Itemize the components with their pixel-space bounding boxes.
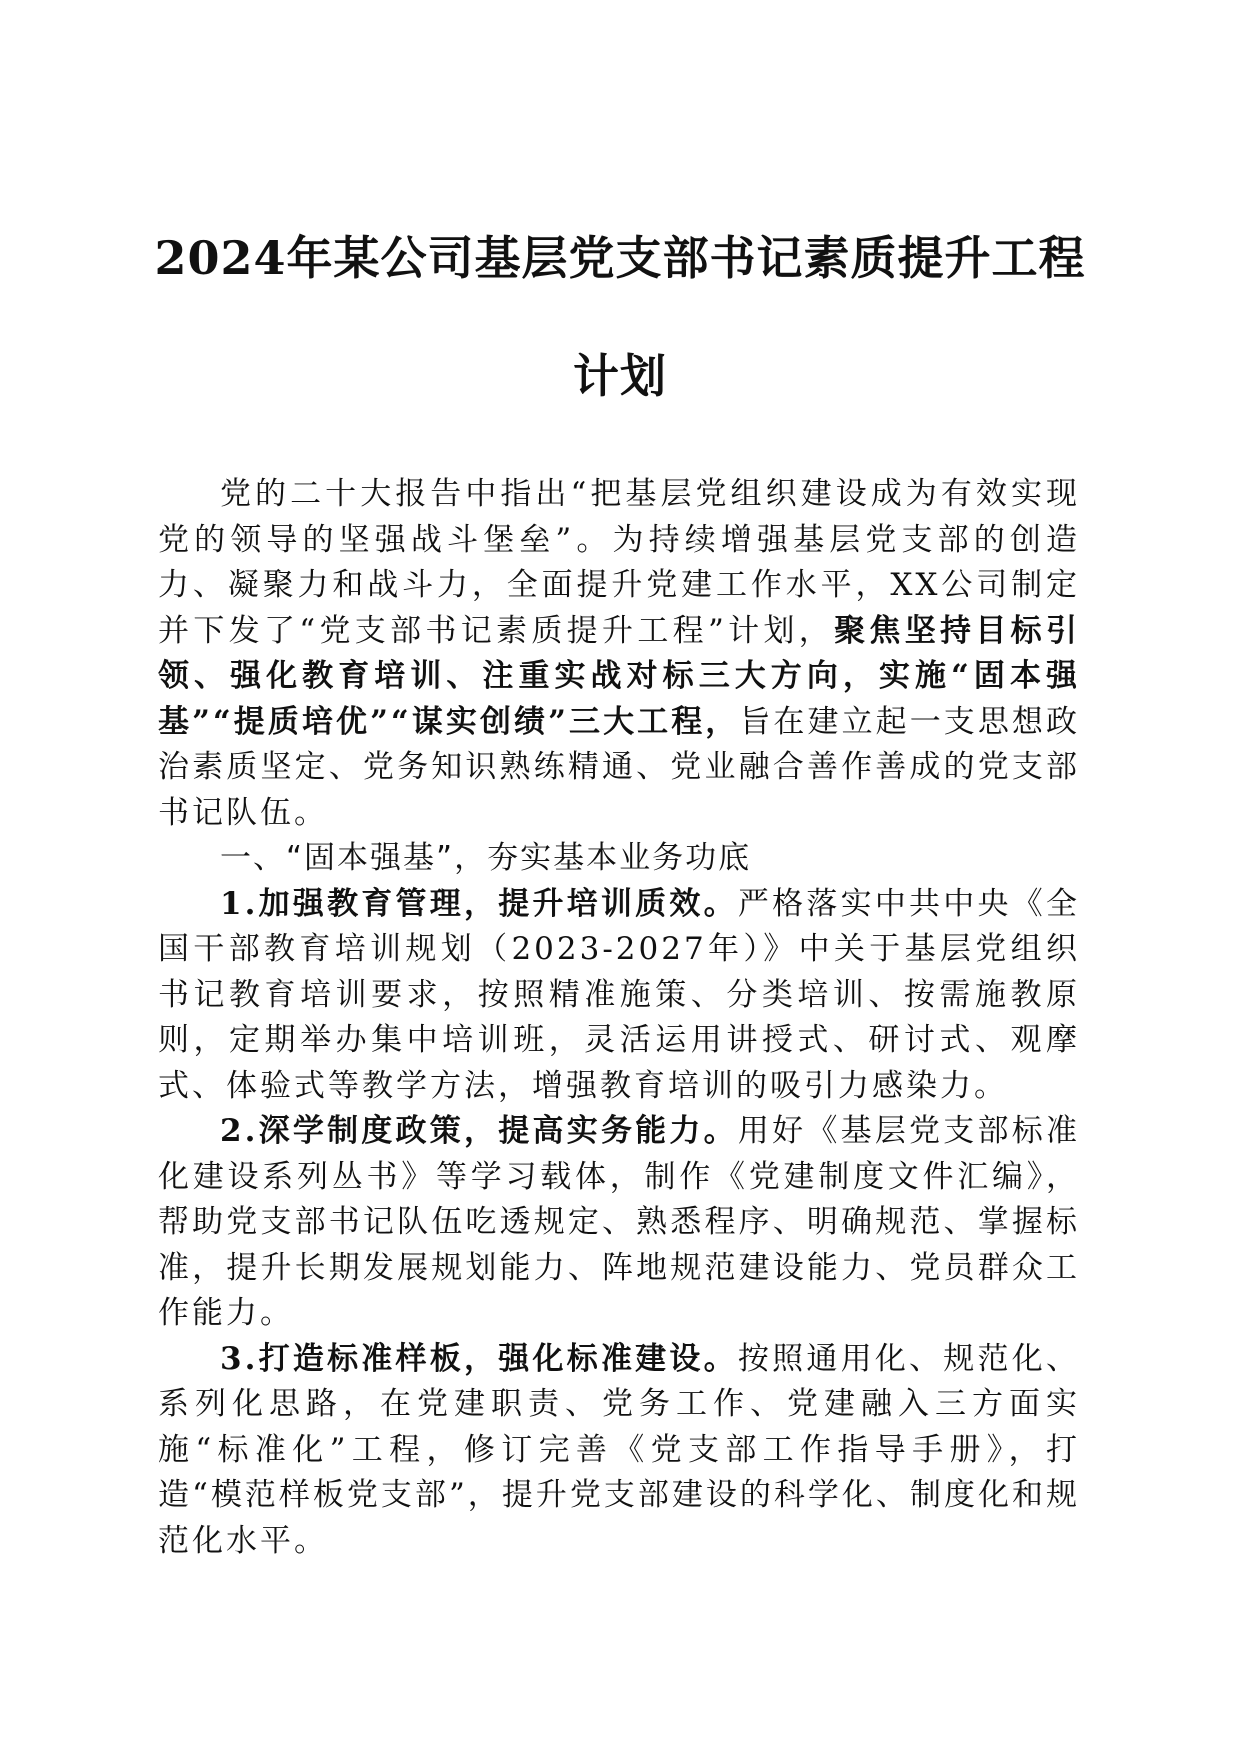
list-item — [158, 1109, 1080, 1337]
item-text: 按照通用化、规范化、系列化思路，在党建职责、党务工作、党建融入三方面实施“标准化”工程，修订完善《党支部工作指导手册》，打造“模范样板党支部”，提升党支部建设的科学化、制度化和规范化水平。 — [158, 1340, 1080, 1559]
item-text: 严格落实中共中央《全国干部教育培训规划（2023-2027年）》中关于基层党组织书记教育培训要求，按照精准施策、分类培训、按需施教原则，定期举办集中培训班，灵活运用讲授式、研讨式、观摩式、体验式等教学方法，增强教育培训的吸引力感染力。 — [158, 885, 1080, 1104]
item-bold-lead: 3.打造标准样板，强化标准建设。 — [220, 1340, 738, 1377]
section-heading-1: 一、“固本强基”，夯实基本业务功底 — [220, 840, 752, 876]
document-title-line-2: 计划 — [573, 349, 667, 403]
document-body — [158, 472, 1080, 1564]
item-bold-lead: 1.加强教育管理，提升培训质效。 — [220, 885, 738, 922]
intro-text-after: 旨在建立起一支思想政治素质坚定、党务知识熟练精通、党业融合善作善成的党支部书记队伍。 — [158, 703, 1080, 831]
document-title-line-1: 2024年某公司基层党支部书记素质提升工程 — [154, 231, 1086, 285]
list-item — [158, 1337, 1080, 1565]
intro-bold-text: 聚焦坚持目标引领、强化教育培训、注重实战对标三大方向，实施“固本强基”“提质培优”“谋实创绩”三大工程， — [158, 612, 1080, 740]
intro-text-before: 党的二十大报告中指出“把基层党组织建设成为有效实现党的领导的坚强战斗堡垒”。为持续增强基层党支部的创造力、凝聚力和战斗力，全面提升党建工作水平，XX公司制定并下发了“党支部书记素质提升工程”计划， — [158, 476, 1080, 649]
list-item — [158, 882, 1080, 1110]
item-text: 用好《基层党支部标准化建设系列丛书》等学习载体，制作《党建制度文件汇编》，帮助党支部书记队伍吃透规定、熟悉程序、明确规范、掌握标准，提升长期发展规划能力、阵地规范建设能力、党员群众工作能力。 — [158, 1113, 1080, 1331]
item-bold-lead: 2.深学制度政策，提高实务能力。 — [220, 1113, 738, 1149]
intro-paragraph — [158, 472, 1080, 836]
